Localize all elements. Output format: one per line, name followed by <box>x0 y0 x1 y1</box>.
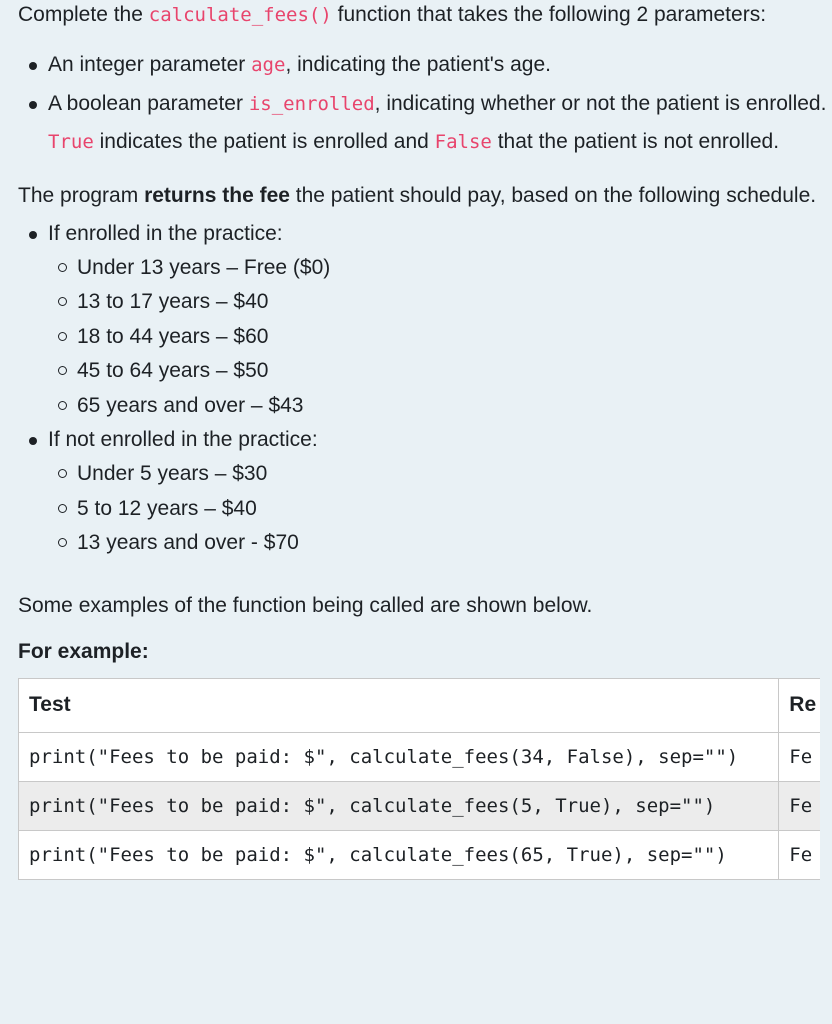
code-true: True <box>48 131 94 153</box>
program-paragraph: The program returns the fee the patient should pay, based on the following schedule. <box>18 183 817 207</box>
header-test: Test <box>19 678 779 732</box>
examples-intro: Some examples of the function being called are shown below. <box>18 593 593 617</box>
result-cell: Fe <box>779 781 820 830</box>
not-enrolled-label: If not enrolled in the practice: <box>48 427 318 451</box>
list-item: 5 to 12 years – $40 <box>48 492 832 526</box>
list-item: An integer parameter age, indicating the patient's age. <box>18 46 832 85</box>
list-item <box>18 217 832 423</box>
code-is-enrolled: is_enrolled <box>248 92 375 115</box>
table-row <box>19 732 821 781</box>
for-example-heading: For example: <box>18 639 149 663</box>
examples-table-wrapper <box>18 678 820 880</box>
result-cell: Fe <box>779 830 820 879</box>
list-item <box>18 423 832 561</box>
list-item: Under 13 years – Free ($0) <box>48 251 832 285</box>
list-item: 65 years and over – $43 <box>48 389 832 423</box>
bold-returns-fee: returns the fee <box>144 183 290 207</box>
table-row <box>19 781 821 830</box>
enrolled-fees <box>48 251 832 423</box>
list-item: 13 to 17 years – $40 <box>48 285 832 319</box>
list-item: 18 to 44 years – $60 <box>48 320 832 354</box>
code-false: False <box>434 131 492 153</box>
test-cell: print("Fees to be paid: $", calculate_fees(65, True), sep="") <box>19 830 779 879</box>
test-cell: print("Fees to be paid: $", calculate_fees(5, True), sep="") <box>19 781 779 830</box>
table-row <box>19 830 821 879</box>
header-result: Re <box>779 678 820 732</box>
fee-schedule <box>18 217 832 561</box>
parameter-list <box>18 46 832 162</box>
list-item: 45 to 64 years – $50 <box>48 354 832 388</box>
result-cell: Fe <box>779 732 820 781</box>
list-item: Under 5 years – $30 <box>48 457 832 491</box>
test-cell: print("Fees to be paid: $", calculate_fees(34, False), sep="") <box>19 732 779 781</box>
not-enrolled-fees <box>48 457 832 560</box>
examples-table <box>18 678 820 880</box>
list-item: 13 years and over - $70 <box>48 526 832 560</box>
list-item: A boolean parameter is_enrolled, indicating whether or not the patient is enrolled. True indicates the patient is enrolled and False that the patient is not enrolled. <box>18 85 832 162</box>
table-header-row <box>19 678 821 732</box>
function-name-code: calculate_fees() <box>148 4 332 26</box>
enrolled-label: If enrolled in the practice: <box>48 221 283 245</box>
intro-paragraph: Complete the calculate_fees() function that takes the following 2 parameters: <box>18 3 767 26</box>
code-age: age <box>251 54 286 76</box>
